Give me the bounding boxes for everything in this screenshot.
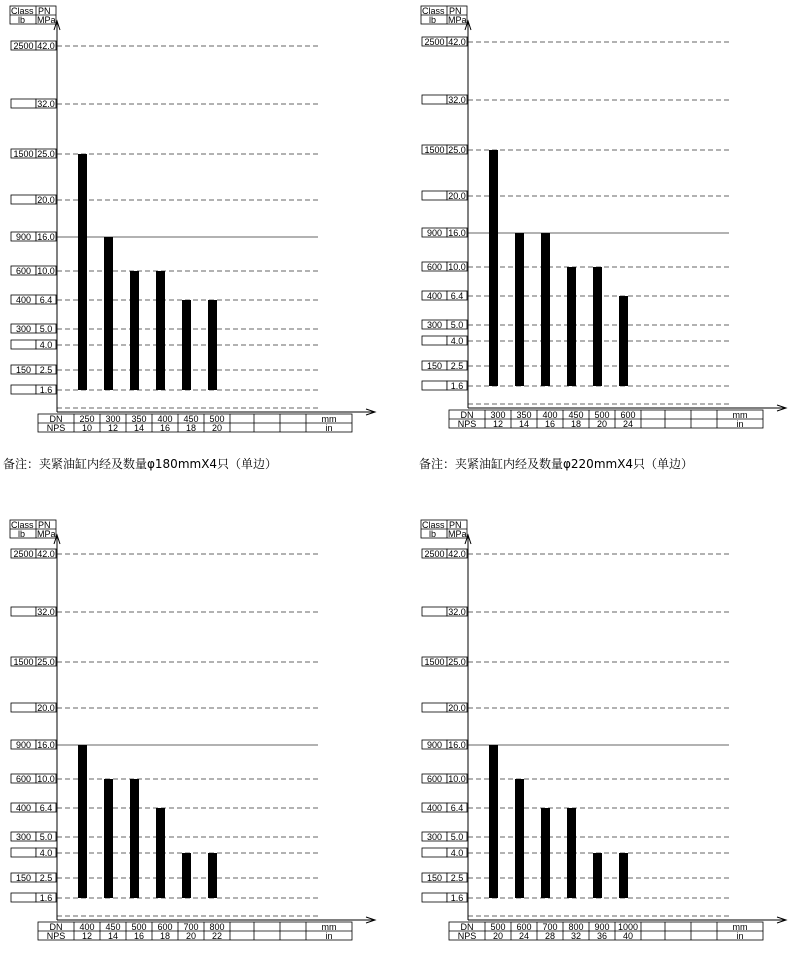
- axis-header: [10, 520, 56, 539]
- class-tick-label: 150: [426, 873, 443, 883]
- dn-tick-label: 800: [568, 922, 584, 932]
- mpa-tick-label: 42.0: [448, 37, 466, 47]
- mpa-tick-label: 16.0: [37, 740, 55, 750]
- class-tick-label: 900: [15, 232, 32, 242]
- mpa-tick-label: 4.0: [39, 848, 53, 858]
- header-class: Class: [11, 6, 34, 16]
- mpa-tick-label: 5.0: [39, 324, 53, 334]
- dn-nps-table: [38, 922, 352, 941]
- mpa-tick-label: 16.0: [448, 228, 466, 238]
- class-tick-label: 300: [15, 832, 32, 842]
- mm-unit: mm: [321, 414, 337, 424]
- dn-tick-label: 700: [183, 922, 199, 932]
- mpa-tick-label: 2.5: [39, 365, 53, 375]
- class-label-box: [11, 195, 36, 204]
- class-label-box: [11, 340, 36, 349]
- dn-label: DN: [49, 922, 63, 932]
- footnote: 备注：夹紧油缸内经及数量φ180mmX4只（单边）: [3, 457, 278, 471]
- nps-tick-label: 32: [570, 931, 582, 941]
- mpa-tick-label: 6.4: [39, 295, 53, 305]
- header-pn: PN: [449, 6, 462, 16]
- dn-tick-label: 450: [183, 414, 199, 424]
- bar: [593, 267, 602, 386]
- mpa-tick-label: 2.5: [450, 873, 464, 883]
- mpa-tick-label: 2.5: [450, 361, 464, 371]
- class-tick-label: 2500: [13, 549, 34, 559]
- nps-tick-label: 18: [159, 931, 171, 941]
- class-label-box: [11, 607, 36, 616]
- bar: [208, 300, 217, 390]
- bar: [515, 779, 524, 898]
- dn-tick-label: 350: [131, 414, 147, 424]
- mpa-tick-label: 16.0: [448, 740, 466, 750]
- dn-tick-label: 700: [542, 922, 558, 932]
- nps-tick-label: 28: [544, 931, 556, 941]
- mpa-tick-label: 2.5: [39, 873, 53, 883]
- dn-label: DN: [49, 414, 63, 424]
- class-label-box: [422, 336, 447, 345]
- bar: [619, 853, 628, 898]
- class-tick-label: 150: [15, 873, 32, 883]
- bar: [130, 271, 139, 390]
- bar: [156, 808, 165, 898]
- class-label-box: [11, 703, 36, 712]
- bar: [130, 779, 139, 898]
- bar: [156, 271, 165, 390]
- class-tick-label: 600: [15, 266, 32, 276]
- dn-tick-label: 900: [594, 922, 610, 932]
- bar: [489, 745, 498, 898]
- class-tick-label: 900: [426, 228, 443, 238]
- in-unit: in: [325, 423, 333, 433]
- mpa-tick-label: 6.4: [450, 803, 464, 813]
- chart-4: [421, 520, 786, 941]
- bar: [593, 853, 602, 898]
- nps-tick-label: 12: [107, 423, 119, 433]
- dn-tick-label: 250: [79, 414, 95, 424]
- mpa-tick-label: 32.0: [448, 607, 466, 617]
- nps-tick-label: 12: [492, 419, 504, 429]
- class-label-box: [422, 381, 447, 390]
- class-tick-label: 150: [426, 361, 443, 371]
- header-lb: lb: [429, 529, 437, 539]
- axis-header: [421, 6, 467, 25]
- header-pn: PN: [449, 520, 462, 530]
- class-label-box: [11, 848, 36, 857]
- mpa-tick-label: 32.0: [448, 95, 466, 105]
- dn-nps-table: [38, 414, 352, 433]
- mpa-tick-label: 10.0: [448, 262, 466, 272]
- class-tick-label: 1500: [424, 657, 445, 667]
- nps-tick-label: 12: [81, 931, 93, 941]
- bar: [541, 233, 550, 386]
- class-label-box: [11, 99, 36, 108]
- class-label-box: [11, 893, 36, 902]
- mpa-tick-label: 10.0: [37, 774, 55, 784]
- mpa-tick-label: 42.0: [448, 549, 466, 559]
- bar: [104, 237, 113, 390]
- chart-3: [10, 520, 375, 941]
- mpa-tick-label: 20.0: [37, 195, 55, 205]
- header-mpa: MPa: [37, 529, 56, 539]
- chart-2: [419, 6, 786, 471]
- class-label-box: [422, 848, 447, 857]
- dn-tick-label: 450: [105, 922, 121, 932]
- class-label-box: [422, 893, 447, 902]
- class-tick-label: 1500: [424, 145, 445, 155]
- dn-label: DN: [460, 410, 474, 420]
- header-lb: lb: [18, 529, 26, 539]
- mpa-tick-label: 4.0: [450, 848, 464, 858]
- header-mpa: MPa: [448, 529, 467, 539]
- nps-tick-label: 40: [622, 931, 634, 941]
- header-mpa: MPa: [448, 15, 467, 25]
- dn-nps-table: [449, 410, 763, 429]
- nps-tick-label: 20: [185, 931, 197, 941]
- mpa-tick-label: 4.0: [39, 340, 53, 350]
- nps-tick-label: 16: [544, 419, 556, 429]
- class-tick-label: 900: [426, 740, 443, 750]
- mpa-tick-label: 32.0: [37, 99, 55, 109]
- header-class: Class: [422, 520, 445, 530]
- class-tick-label: 1500: [13, 657, 34, 667]
- mm-unit: mm: [732, 922, 748, 932]
- nps-label: NPS: [457, 419, 477, 429]
- mpa-tick-label: 10.0: [37, 266, 55, 276]
- mpa-tick-label: 42.0: [37, 549, 55, 559]
- axis-header: [421, 520, 467, 539]
- dn-tick-label: 600: [516, 922, 532, 932]
- chart-1: [3, 6, 375, 471]
- dn-label: DN: [460, 922, 474, 932]
- mpa-tick-label: 4.0: [450, 336, 464, 346]
- nps-tick-label: 24: [622, 419, 634, 429]
- class-tick-label: 1500: [13, 149, 34, 159]
- dn-tick-label: 1000: [617, 922, 639, 932]
- nps-tick-label: 20: [211, 423, 223, 433]
- nps-tick-label: 36: [596, 931, 608, 941]
- bar: [567, 808, 576, 898]
- mpa-tick-label: 5.0: [39, 832, 53, 842]
- nps-tick-label: 14: [518, 419, 530, 429]
- nps-tick-label: 24: [518, 931, 530, 941]
- footnote: 备注：夹紧油缸内经及数量φ220mmX4只（单边）: [419, 457, 694, 471]
- class-tick-label: 400: [426, 291, 443, 301]
- dn-tick-label: 500: [209, 414, 225, 424]
- class-tick-label: 2500: [424, 37, 445, 47]
- mpa-tick-label: 20.0: [448, 191, 466, 201]
- dn-tick-label: 300: [105, 414, 121, 424]
- class-tick-label: 2500: [424, 549, 445, 559]
- mpa-tick-label: 32.0: [37, 607, 55, 617]
- axis-header: [10, 6, 56, 25]
- mm-unit: mm: [732, 410, 748, 420]
- bar: [489, 150, 498, 386]
- mpa-tick-label: 25.0: [37, 149, 55, 159]
- dn-tick-label: 500: [131, 922, 147, 932]
- dn-tick-label: 400: [157, 414, 173, 424]
- mpa-tick-label: 42.0: [37, 41, 55, 51]
- bar: [619, 296, 628, 386]
- bar: [182, 300, 191, 390]
- mpa-tick-label: 10.0: [448, 774, 466, 784]
- dn-tick-label: 400: [79, 922, 95, 932]
- in-unit: in: [325, 931, 333, 941]
- class-tick-label: 300: [15, 324, 32, 334]
- bar: [182, 853, 191, 898]
- class-tick-label: 600: [15, 774, 32, 784]
- nps-label: NPS: [46, 423, 66, 433]
- bar: [208, 853, 217, 898]
- bar: [104, 779, 113, 898]
- header-pn: PN: [38, 6, 51, 16]
- class-tick-label: 600: [426, 262, 443, 272]
- nps-tick-label: 14: [107, 931, 119, 941]
- mpa-tick-label: 16.0: [37, 232, 55, 242]
- class-label-box: [422, 191, 447, 200]
- header-class: Class: [422, 6, 445, 16]
- nps-label: NPS: [457, 931, 477, 941]
- bar: [541, 808, 550, 898]
- class-label-box: [11, 385, 36, 394]
- dn-tick-label: 400: [542, 410, 558, 420]
- nps-tick-label: 20: [492, 931, 504, 941]
- dn-tick-label: 800: [209, 922, 225, 932]
- class-label-box: [422, 95, 447, 104]
- mpa-tick-label: 25.0: [448, 145, 466, 155]
- header-lb: lb: [429, 15, 437, 25]
- mpa-tick-label: 25.0: [448, 657, 466, 667]
- nps-tick-label: 16: [159, 423, 171, 433]
- bar: [78, 745, 87, 898]
- mpa-tick-label: 6.4: [39, 803, 53, 813]
- nps-tick-label: 18: [185, 423, 197, 433]
- nps-tick-label: 10: [81, 423, 93, 433]
- mpa-tick-label: 5.0: [450, 832, 464, 842]
- bar: [567, 267, 576, 386]
- mpa-tick-label: 5.0: [450, 320, 464, 330]
- mpa-tick-label: 20.0: [37, 703, 55, 713]
- nps-tick-label: 16: [133, 931, 145, 941]
- bar: [78, 154, 87, 390]
- dn-tick-label: 500: [490, 922, 506, 932]
- class-tick-label: 300: [426, 832, 443, 842]
- header-lb: lb: [18, 15, 26, 25]
- dn-tick-label: 600: [620, 410, 636, 420]
- mpa-tick-label: 1.6: [450, 381, 464, 391]
- dn-nps-table: [449, 922, 763, 941]
- class-tick-label: 400: [15, 803, 32, 813]
- nps-tick-label: 20: [596, 419, 608, 429]
- dn-tick-label: 600: [157, 922, 173, 932]
- class-tick-label: 300: [426, 320, 443, 330]
- class-tick-label: 2500: [13, 41, 34, 51]
- header-mpa: MPa: [37, 15, 56, 25]
- mpa-tick-label: 20.0: [448, 703, 466, 713]
- dn-tick-label: 350: [516, 410, 532, 420]
- class-tick-label: 150: [15, 365, 32, 375]
- class-tick-label: 400: [426, 803, 443, 813]
- class-tick-label: 400: [15, 295, 32, 305]
- class-label-box: [422, 607, 447, 616]
- header-class: Class: [11, 520, 34, 530]
- mpa-tick-label: 6.4: [450, 291, 464, 301]
- nps-tick-label: 22: [211, 931, 223, 941]
- mpa-tick-label: 1.6: [450, 893, 464, 903]
- mpa-tick-label: 1.6: [39, 893, 53, 903]
- dn-tick-label: 300: [490, 410, 506, 420]
- mpa-tick-label: 25.0: [37, 657, 55, 667]
- class-tick-label: 900: [15, 740, 32, 750]
- dn-tick-label: 500: [594, 410, 610, 420]
- dn-tick-label: 450: [568, 410, 584, 420]
- header-pn: PN: [38, 520, 51, 530]
- nps-tick-label: 14: [133, 423, 145, 433]
- in-unit: in: [736, 419, 744, 429]
- mpa-tick-label: 1.6: [39, 385, 53, 395]
- bar: [515, 233, 524, 386]
- mm-unit: mm: [321, 922, 337, 932]
- class-label-box: [422, 703, 447, 712]
- nps-tick-label: 18: [570, 419, 582, 429]
- class-tick-label: 600: [426, 774, 443, 784]
- nps-label: NPS: [46, 931, 66, 941]
- in-unit: in: [736, 931, 744, 941]
